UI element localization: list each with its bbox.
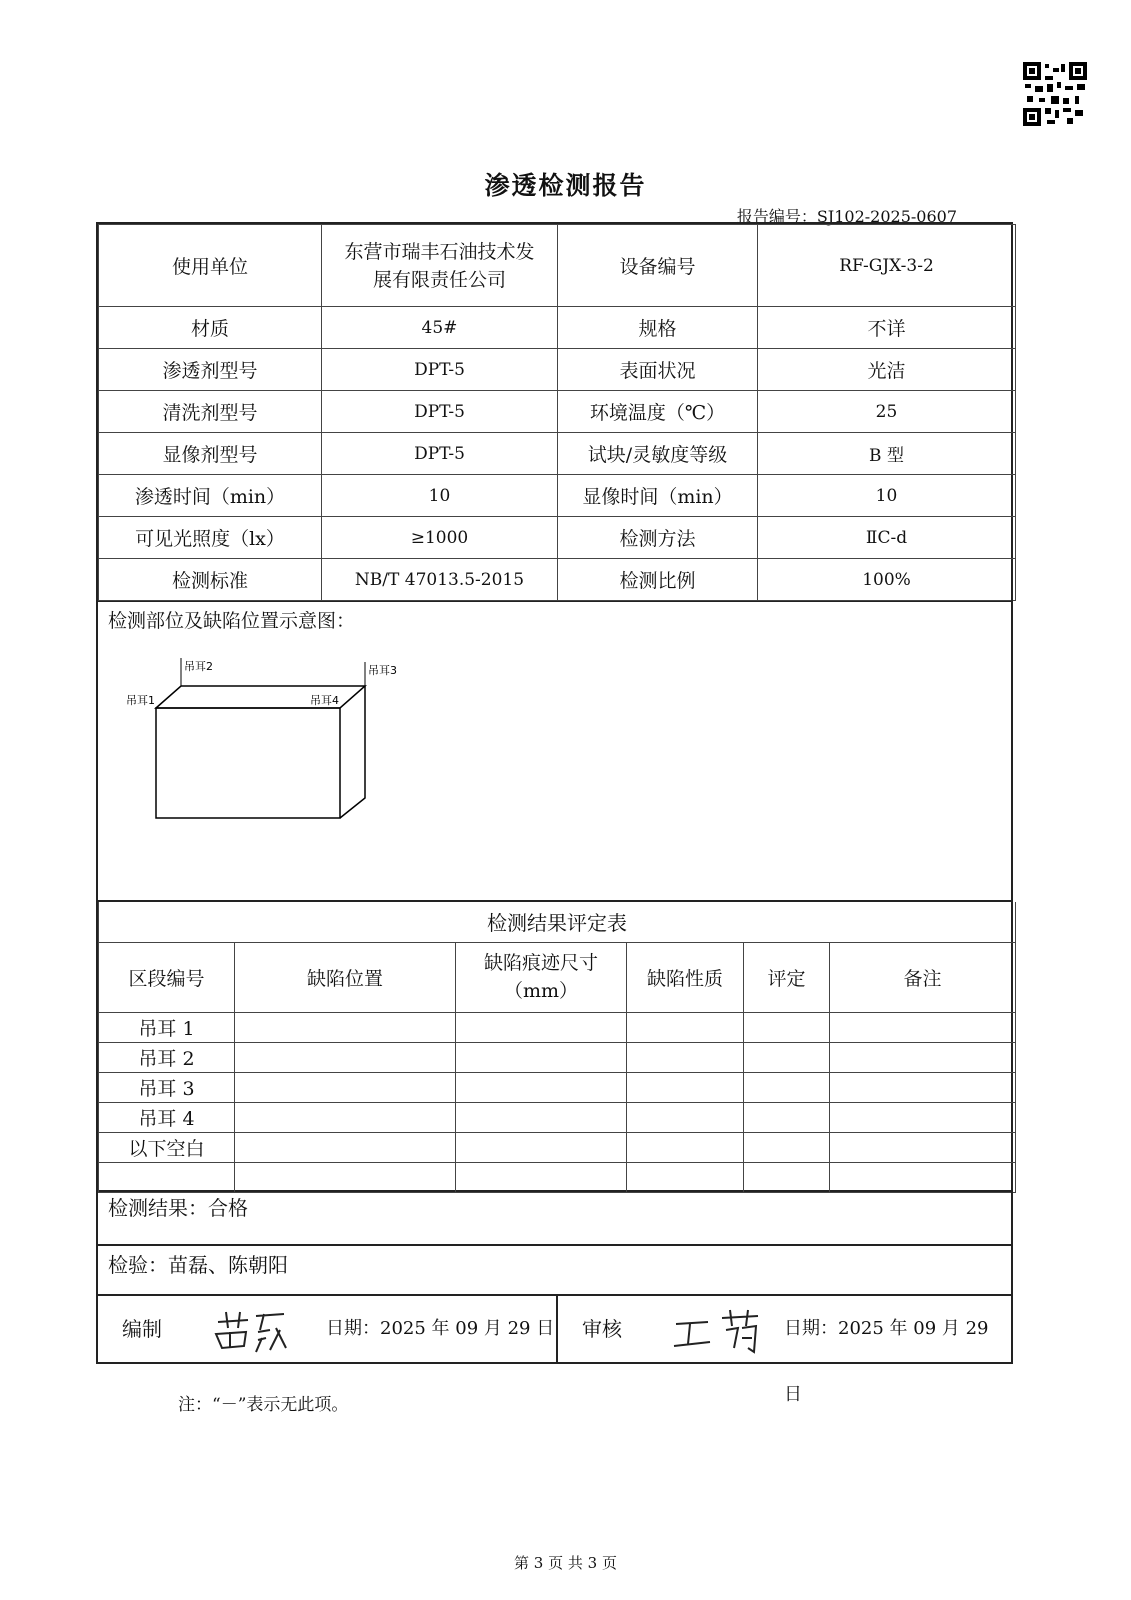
info-value: 10: [322, 475, 558, 517]
info-value: DPT-5: [322, 349, 558, 391]
conclusion-text: 检测结果：合格: [108, 1196, 248, 1220]
results-header: 备注: [830, 942, 1016, 1012]
table-row-label: 吊耳 4: [99, 1102, 235, 1132]
info-value: DPT-5: [322, 391, 558, 433]
qr-code: [1023, 62, 1087, 126]
diagram-section: [96, 600, 1013, 900]
info-label: 环境温度（℃）: [558, 391, 758, 433]
results-header: 缺陷位置: [235, 942, 456, 1012]
page-footer: 第 3 页 共 3 页: [514, 1554, 617, 1572]
compile-label: 编制: [122, 1317, 162, 1341]
info-label: 检测方法: [558, 517, 758, 559]
compile-signature: [208, 1304, 298, 1354]
tag-3: 吊耳3: [368, 664, 397, 677]
info-value-text: 东营市瑞丰石油技术发展有限责任公司: [344, 240, 535, 291]
conclusion-row: [96, 1190, 1013, 1246]
info-value: ⅡC-d: [758, 517, 1016, 559]
review-date: 日期：2025 年 09 月 29 日: [784, 1318, 989, 1405]
sign-divider: [556, 1296, 558, 1364]
info-label: 检测标准: [99, 559, 322, 601]
info-value: 100%: [758, 559, 1016, 601]
report-number-label: 报告编号：: [736, 207, 817, 226]
info-value: 10: [758, 475, 1016, 517]
info-label: 可见光照度（lx）: [99, 517, 322, 559]
tag-4: 吊耳4: [310, 694, 339, 707]
results-header: 区段编号: [99, 942, 235, 1012]
results-table: [96, 900, 1013, 1192]
table-row-label: 吊耳 2: [99, 1042, 235, 1072]
info-value: 45#: [322, 307, 558, 349]
results-header: 评定: [744, 942, 830, 1012]
info-label: 规格: [558, 307, 758, 349]
info-label: 显像剂型号: [99, 433, 322, 475]
info-value: [322, 225, 558, 307]
inspectors-text: 检验：苗磊、陈朝阳: [108, 1253, 288, 1277]
info-value: 不详: [758, 307, 1016, 349]
table-row-label: 吊耳 3: [99, 1072, 235, 1102]
info-value: B 型: [758, 433, 1016, 475]
info-label: 表面状况: [558, 349, 758, 391]
info-table: [96, 222, 1013, 602]
diagram-label: 检测部位及缺陷位置示意图：: [108, 610, 356, 632]
compile-date: 日期：2025 年 09 月 29 日: [326, 1318, 555, 1339]
report-title: 渗透检测报告: [484, 171, 647, 200]
info-label: 渗透时间（min）: [99, 475, 322, 517]
results-header-text: 缺陷痕迹尺寸（mm）: [483, 952, 598, 1002]
table-row-label: [99, 1162, 235, 1192]
tag-2: 吊耳2: [184, 660, 213, 673]
info-label: 清洗剂型号: [99, 391, 322, 433]
box-diagram: [118, 648, 418, 828]
info-value: RF-GJX-3-2: [758, 225, 1016, 307]
info-label: 显像时间（min）: [558, 475, 758, 517]
info-label: 渗透剂型号: [99, 349, 322, 391]
results-title: 检测结果评定表: [99, 902, 1016, 942]
info-value: ≥1000: [322, 517, 558, 559]
results-header: [456, 942, 627, 1012]
info-label: 材质: [99, 307, 322, 349]
info-label: 试块/灵敏度等级: [558, 433, 758, 475]
info-label: 检测比例: [558, 559, 758, 601]
info-value: 光洁: [758, 349, 1016, 391]
info-label: 使用单位: [99, 225, 322, 307]
info-label: 设备编号: [558, 225, 758, 307]
review-signature: [668, 1304, 768, 1358]
info-value: 25: [758, 391, 1016, 433]
note-text: 注：“－”表示无此项。: [178, 1395, 349, 1415]
tag-1: 吊耳1: [126, 694, 155, 707]
table-row-label: 吊耳 1: [99, 1012, 235, 1042]
inspectors-row: [96, 1246, 1013, 1296]
info-value: NB/T 47013.5-2015: [322, 559, 558, 601]
review-label: 审核: [582, 1317, 622, 1341]
report-number-value: SJ102-2025-0607: [816, 207, 957, 226]
info-value: DPT-5: [322, 433, 558, 475]
results-header: 缺陷性质: [627, 942, 744, 1012]
table-row-label: 以下空白: [99, 1132, 235, 1162]
